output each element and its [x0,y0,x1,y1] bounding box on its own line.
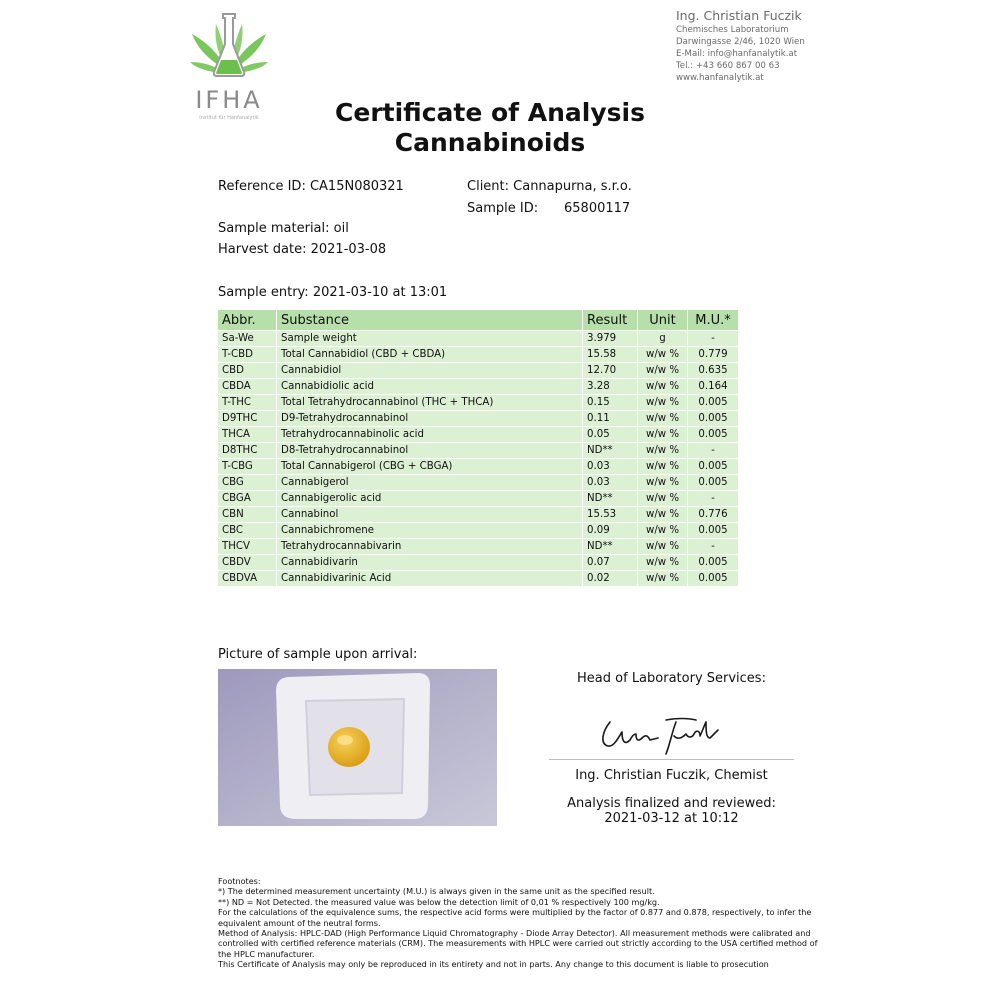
cell-unit: w/w % [638,427,688,443]
cell-abbr: THCV [218,539,277,555]
cell-substance: Tetrahydrocannabinolic acid [277,427,583,443]
cell-abbr: D8THC [218,443,277,459]
cell-substance: Cannabidivarin [277,555,583,571]
cell-result: 15.58 [583,347,638,363]
cell-result: ND** [583,539,638,555]
cell-result: 0.11 [583,411,638,427]
cell-substance: Total Cannabigerol (CBG + CBGA) [277,459,583,475]
lab-contact-block [676,8,805,84]
cell-result: 0.03 [583,459,638,475]
cell-result: 0.15 [583,395,638,411]
head-of-lab-label: Head of Laboratory Services: [577,671,766,686]
table-row [218,539,739,555]
cell-unit: w/w % [638,539,688,555]
cell-substance: Tetrahydrocannabivarin [277,539,583,555]
cell-mu: 0.005 [688,571,739,587]
cell-mu: 0.005 [688,555,739,571]
lab-line: Chemisches Laboratorium [676,25,789,35]
logo-subtext: Institut für Hanfanalytik [199,115,259,121]
cell-mu: 0.005 [688,475,739,491]
table-row [218,491,739,507]
cell-abbr: CBGA [218,491,277,507]
sample-id-label: Sample ID: [467,201,539,216]
table-row [218,331,739,347]
cell-unit: w/w % [638,411,688,427]
cell-abbr: CBDVA [218,571,277,587]
cell-abbr: CBD [218,363,277,379]
cell-substance: D9-Tetrahydrocannabinol [277,411,583,427]
header-unit: Unit [638,310,688,331]
cell-mu: 0.635 [688,363,739,379]
cell-result: 0.05 [583,427,638,443]
cell-abbr: T-THC [218,395,277,411]
finalized-label: Analysis finalized and reviewed: [567,796,776,811]
footnote-mu: *) The determined measurement uncertainty (M.U.) is always given in the same unit as the specified result. [218,886,655,897]
results-table [217,309,739,587]
table-row [218,411,739,427]
cell-mu: 0.779 [688,347,739,363]
cell-unit: w/w % [638,443,688,459]
client: Client: Cannapurna, s.r.o. [467,179,632,194]
title-line-1: Certificate of Analysis [335,98,645,127]
lab-website: www.hanfanalytik.at [676,73,764,83]
cell-mu: 0.164 [688,379,739,395]
footnote-method: Method of Analysis: HPLC-DAD (High Performance Liquid Chromatography - Diode Array Detector). All measurement methods were calibrated and controlled with certified reference materials (CRM). The measurements with HPLC were carried out strictly according to the USA certified method of the HPLC manufacturer. [218,928,818,959]
header-result: Result [583,310,638,331]
table-row [218,459,739,475]
cell-unit: w/w % [638,379,688,395]
cell-substance: Cannabidiol [277,363,583,379]
cell-result: ND** [583,443,638,459]
cell-abbr: T-CBG [218,459,277,475]
cell-result: 0.07 [583,555,638,571]
cell-abbr: T-CBD [218,347,277,363]
table-row [218,571,739,587]
cell-abbr: CBC [218,523,277,539]
cell-substance: Cannabigerolic acid [277,491,583,507]
cell-unit: w/w % [638,491,688,507]
cell-abbr: D9THC [218,411,277,427]
cell-abbr: CBDV [218,555,277,571]
cell-result: 15.53 [583,507,638,523]
harvest-date: Harvest date: 2021-03-08 [218,242,387,257]
table-row [218,555,739,571]
footnote-nd: **) ND = Not Detected. the measured value was below the detection limit of 0,01 % respectively 100 mg/kg. [218,896,660,907]
table-header-row [218,310,739,331]
cell-mu: - [688,443,739,459]
cell-abbr: THCA [218,427,277,443]
cell-result: ND** [583,491,638,507]
table-row [218,363,739,379]
logo-text: IFHA [195,86,263,114]
lab-name: Ing. Christian Fuczik [676,8,802,23]
cell-result: 0.02 [583,571,638,587]
header-mu: M.U.* [688,310,739,331]
cell-unit: g [638,331,688,347]
cell-unit: w/w % [638,507,688,523]
lab-email: E-Mail: info@hanfanalytik.at [676,49,798,59]
cell-result: 3.28 [583,379,638,395]
finalized-date: 2021-03-12 at 10:12 [604,811,739,826]
table-row [218,347,739,363]
lab-phone: Tel.: +43 660 867 00 63 [676,61,780,71]
results-body [218,331,739,587]
document-title [0,98,980,158]
cell-unit: w/w % [638,395,688,411]
cell-substance: Cannabichromene [277,523,583,539]
cell-unit: w/w % [638,523,688,539]
signature-line [549,759,794,760]
header-substance: Substance [277,310,583,331]
cell-abbr: CBDA [218,379,277,395]
cell-mu: - [688,539,739,555]
cell-abbr: Sa-We [218,331,277,347]
table-row [218,443,739,459]
footnotes [218,876,818,970]
cell-mu: - [688,491,739,507]
lab-address: Darwingasse 2/46, 1020 Wien [676,37,805,47]
picture-label: Picture of sample upon arrival: [218,647,418,662]
sample-photo [218,669,497,826]
footnotes-heading: Footnotes: [218,876,261,886]
cell-unit: w/w % [638,571,688,587]
table-row [218,507,739,523]
cell-result: 3.979 [583,331,638,347]
table-row [218,395,739,411]
cell-mu: - [688,331,739,347]
footnote-reproduction: This Certificate of Analysis may only be reproduced in its entirety and not in parts. Any change to this document is liable to prosecution [218,959,769,970]
handwritten-signature-icon [596,710,736,756]
cell-substance: Cannabinol [277,507,583,523]
cell-substance: Cannabidivarinic Acid [277,571,583,587]
reference-id: Reference ID: CA15N080321 [218,179,404,194]
cell-unit: w/w % [638,555,688,571]
chemist-name: Ing. Christian Fuczik, Chemist [575,768,768,783]
table-row [218,427,739,443]
signature [596,710,736,756]
header-abbr: Abbr. [218,310,277,331]
cell-abbr: CBG [218,475,277,491]
cell-mu: 0.776 [688,507,739,523]
cell-unit: w/w % [638,475,688,491]
cell-unit: w/w % [638,459,688,475]
sample-id-value: 65800117 [564,201,631,216]
cell-substance: Cannabigerol [277,475,583,491]
finalized-info [549,796,794,826]
footnote-equivalence: For the calculations of the equivalence sums, the respective acid forms were multiplied by the factor of 0.877 and 0.878, respectively, to infer the equivalent amount of the neutral forms. [218,907,812,928]
cell-substance: Cannabidiolic acid [277,379,583,395]
cell-mu: 0.005 [688,395,739,411]
table-row [218,379,739,395]
title-line-2: Cannabinoids [394,128,586,157]
cell-substance: Total Tetrahydrocannabinol (THC + THCA) [277,395,583,411]
sample-entry: Sample entry: 2021-03-10 at 13:01 [218,285,448,300]
cell-substance: Sample weight [277,331,583,347]
cell-abbr: CBN [218,507,277,523]
cell-result: 12.70 [583,363,638,379]
cell-mu: 0.005 [688,427,739,443]
cell-mu: 0.005 [688,411,739,427]
table-row [218,523,739,539]
cell-substance: D8-Tetrahydrocannabinol [277,443,583,459]
cell-unit: w/w % [638,363,688,379]
cannabis-flask-icon [188,10,270,88]
sample-material: Sample material: oil [218,221,349,236]
cell-substance: Total Cannabidiol (CBD + CBDA) [277,347,583,363]
cell-mu: 0.005 [688,459,739,475]
table-row [218,475,739,491]
cell-result: 0.03 [583,475,638,491]
cell-mu: 0.005 [688,523,739,539]
cell-result: 0.09 [583,523,638,539]
cell-unit: w/w % [638,347,688,363]
